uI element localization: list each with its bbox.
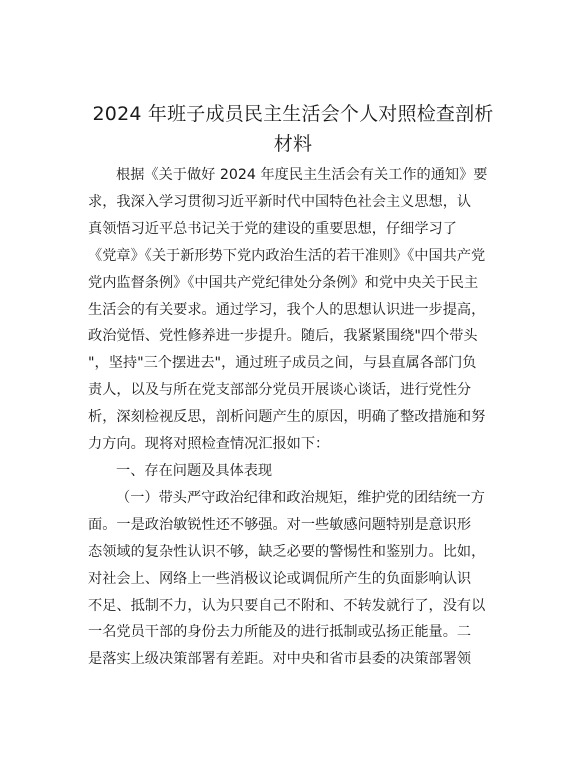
text-line: 力方向。现将对照检查情况汇报如下： bbox=[88, 436, 330, 453]
text-line: 态领域的复杂性认识不够，缺乏必要的警惕性和鉴别力。比如， bbox=[88, 543, 486, 560]
text-line: 是落实上级决策部署有差距。对中央和省市县委的决策部署领 bbox=[88, 651, 472, 668]
text-line: 根据《关于做好 2024 年度民主生活会有关工作的通知》要 bbox=[116, 167, 488, 183]
subsection-paragraph bbox=[88, 485, 500, 673]
text-line: 求，我深入学习贯彻习近平新时代中国特色社会主义思想，认 bbox=[88, 193, 472, 210]
text-line: 不足、抵制不力，认为只要自己不附和、不转发就行了，没有以 bbox=[88, 597, 486, 614]
text-line: 对社会上、网络上一些消极议论或调侃所产生的负面影响认识 bbox=[88, 570, 472, 587]
document-body bbox=[88, 162, 500, 673]
text-line: （一）带头严守政治纪律和政治规矩，维护党的团结统一方 bbox=[116, 489, 485, 506]
document-title-line-1: 2024 年班子成员民主生活会个人对照检查剖析 bbox=[92, 103, 494, 125]
text-line: 生活会的有关要求。通过学习，我个人的思想认识进一步提高， bbox=[88, 301, 486, 318]
section-heading: 一、存在问题及具体表现 bbox=[116, 462, 273, 479]
text-line: 一名党员干部的身份去力所能及的进行抵制或弘扬正能量。二 bbox=[88, 624, 472, 641]
text-line: 《党章》《关于新形势下党内政治生活的若干准则》《中国共产党 bbox=[88, 247, 486, 264]
document-title-line-2: 材料 bbox=[273, 133, 313, 155]
text-line: 党内监督条例》《中国共产党纪律处分条例》和党中央关于民主 bbox=[88, 274, 479, 291]
text-line: "，坚持"三个摆进去"，通过班子成员之间，与县直属各部门负 bbox=[88, 355, 477, 372]
text-line: 责人，以及与所在党支部部分党员开展谈心谈话，进行党性分 bbox=[88, 382, 472, 399]
text-line: 政治觉悟、党性修养进一步提升。随后，我紧紧围绕"四个带头 bbox=[88, 328, 478, 345]
intro-paragraph bbox=[88, 162, 500, 458]
text-line: 真领悟习近平总书记关于党的建设的重要思想，仔细学习了 bbox=[88, 220, 457, 237]
text-line: 面。一是政治敏锐性还不够强。对一些敏感问题特别是意识形 bbox=[88, 516, 472, 533]
text-line: 析，深刻检视反思，剖析问题产生的原因，明确了整改措施和努 bbox=[88, 409, 486, 426]
